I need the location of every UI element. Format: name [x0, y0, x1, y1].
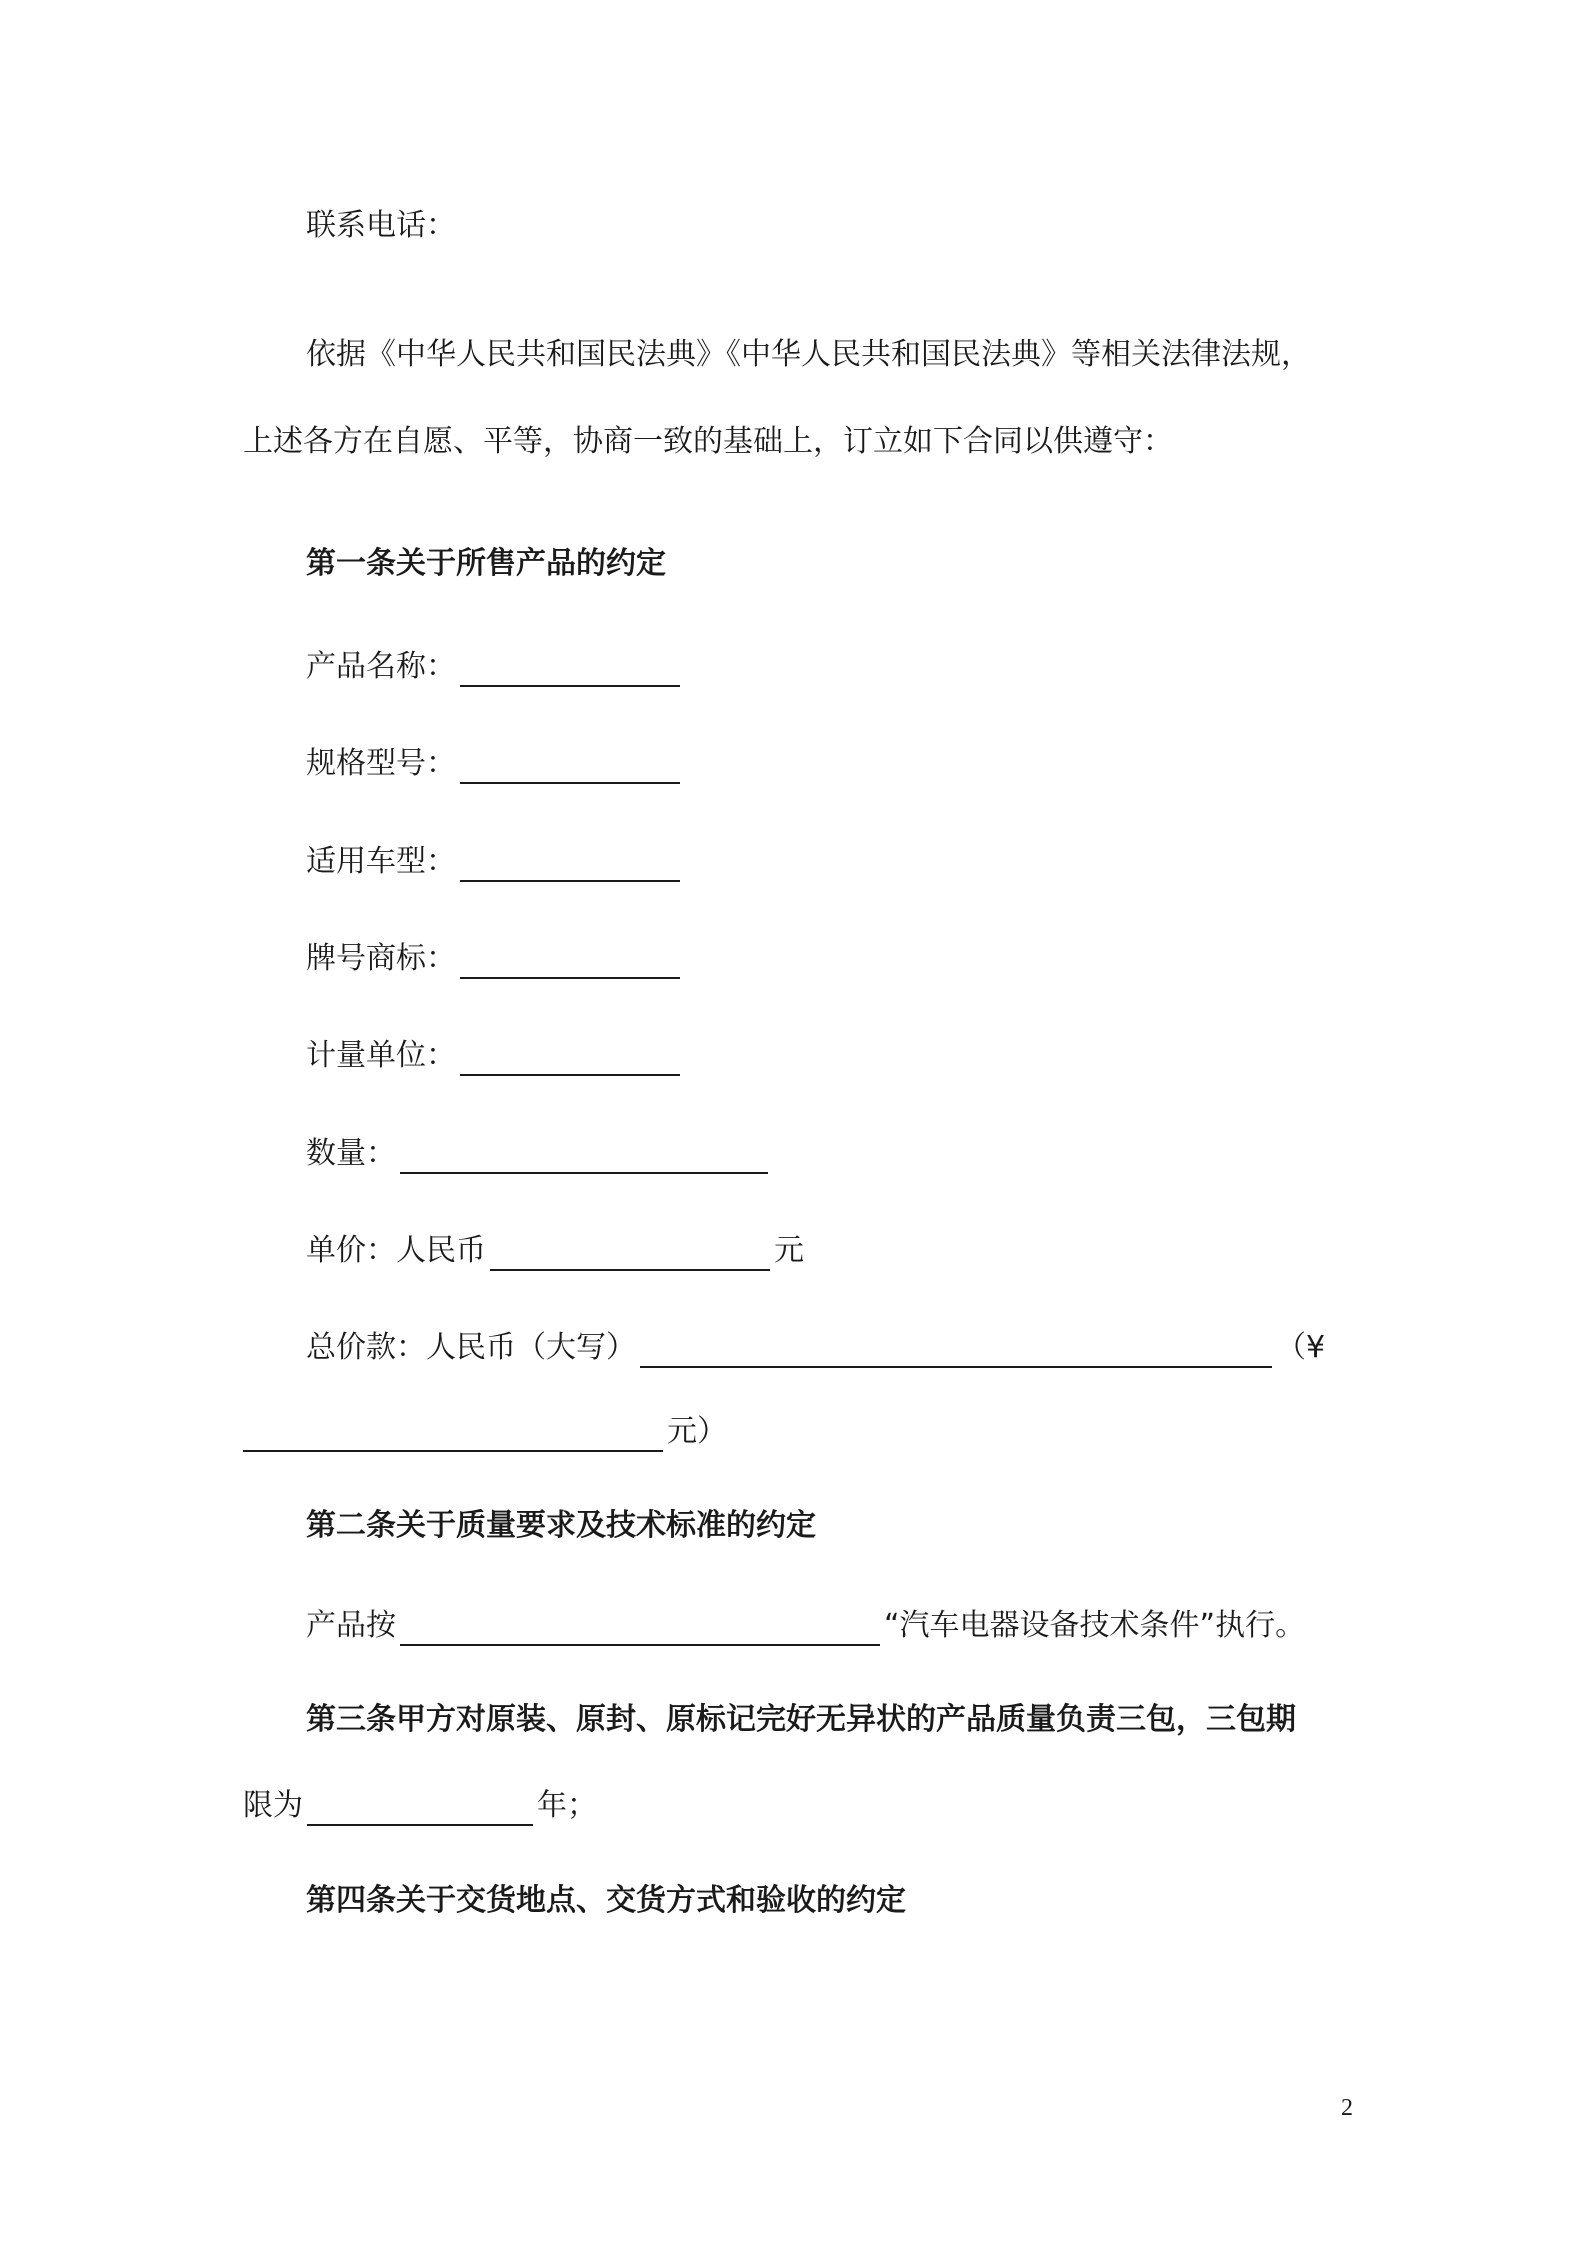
total-price-label: 总价款：人民币（大写） [306, 1330, 636, 1365]
spec-model-field[interactable] [460, 748, 680, 784]
total-price-words-field[interactable] [640, 1332, 1272, 1368]
quantity-row [306, 1134, 772, 1174]
warranty-period-row [243, 1786, 597, 1826]
unit-price-suffix: 元 [774, 1233, 804, 1268]
warranty-period-suffix: 年； [537, 1788, 597, 1823]
product-name-field[interactable] [460, 651, 680, 687]
article-3-line-1: 第三条甲方对原装、原封、原标记完好无异状的产品质量负责三包，三包期 [306, 1702, 1296, 1737]
unit-price-label: 单价：人民币 [306, 1233, 486, 1268]
unit-row [306, 1036, 684, 1076]
quality-standard-row [306, 1606, 1305, 1646]
unit-label: 计量单位： [306, 1038, 456, 1073]
intro-line-2: 上述各方在自愿、平等，协商一致的基础上，订立如下合同以供遵守： [243, 424, 1173, 459]
spec-model-label: 规格型号： [306, 746, 456, 781]
total-price-amount-row [243, 1412, 727, 1452]
quality-standard-prefix: 产品按 [306, 1608, 396, 1643]
quality-standard-field[interactable] [400, 1610, 880, 1646]
unit-price-row [306, 1231, 804, 1271]
brand-row [306, 939, 684, 979]
brand-label: 牌号商标： [306, 941, 456, 976]
vehicle-model-row [306, 842, 684, 882]
vehicle-model-field[interactable] [460, 846, 680, 882]
vehicle-model-label: 适用车型： [306, 844, 456, 879]
intro-line-1: 依据《中华人民共和国民法典》《中华人民共和国民法典》等相关法律法规， [306, 337, 1311, 372]
product-name-row [306, 647, 684, 687]
contact-phone-label: 联系电话： [306, 208, 456, 243]
quantity-label: 数量： [306, 1136, 396, 1171]
quality-standard-suffix: “汽车电器设备技术条件”执行。 [884, 1608, 1306, 1643]
page-number: 2 [1341, 2095, 1353, 2121]
total-price-currency: （¥ [1276, 1330, 1326, 1365]
unit-field[interactable] [460, 1040, 680, 1076]
product-name-label: 产品名称： [306, 649, 456, 684]
total-price-suffix: 元） [667, 1414, 727, 1449]
article-1-title: 第一条关于所售产品的约定 [306, 546, 666, 581]
brand-field[interactable] [460, 943, 680, 979]
article-4-title: 第四条关于交货地点、交货方式和验收的约定 [306, 1883, 906, 1918]
spec-model-row [306, 744, 684, 784]
article-2-title: 第二条关于质量要求及技术标准的约定 [306, 1508, 816, 1543]
warranty-period-field[interactable] [307, 1790, 533, 1826]
warranty-period-prefix: 限为 [243, 1788, 303, 1823]
quantity-field[interactable] [400, 1138, 768, 1174]
unit-price-field[interactable] [490, 1235, 770, 1271]
total-price-row [306, 1328, 1325, 1368]
total-price-amount-field[interactable] [243, 1416, 663, 1452]
